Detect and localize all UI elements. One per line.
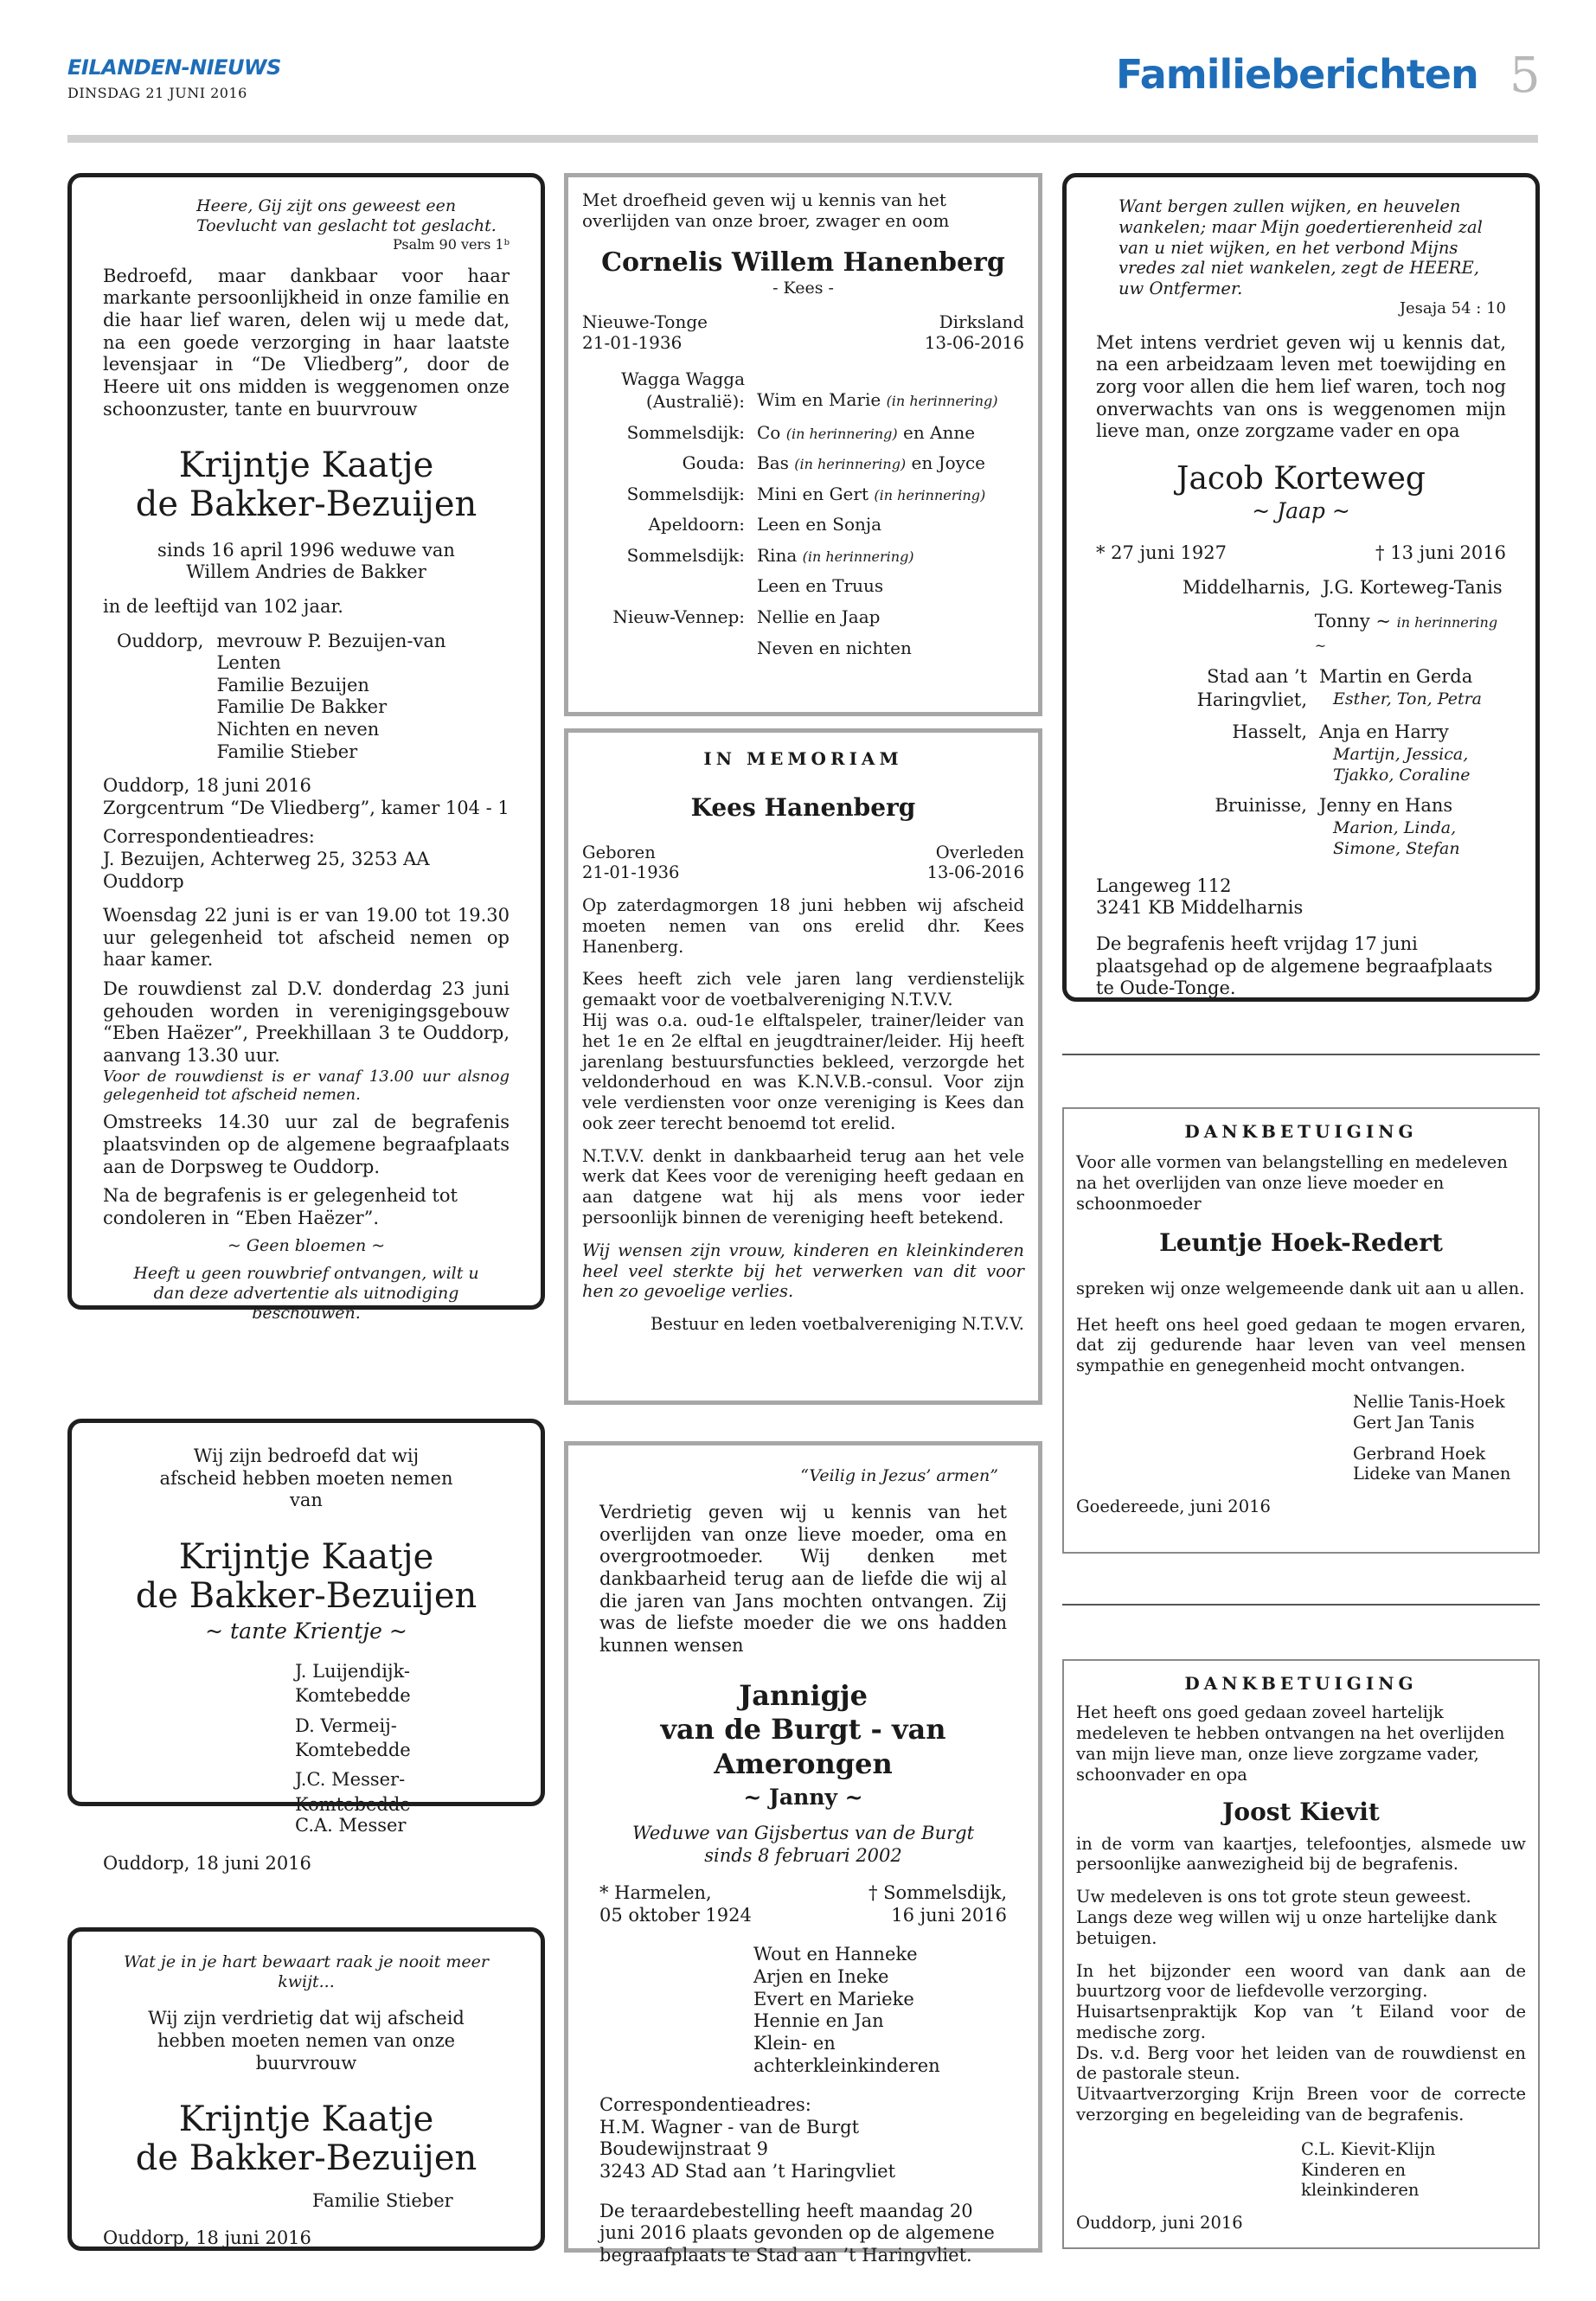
memorial-note: (in herinnering) — [874, 486, 986, 503]
widow-since: sinds 8 februari 2002 — [704, 1844, 902, 1866]
family-list — [103, 631, 510, 764]
invitation-note: Heeft u geen rouwbrief ontvangen, wilt u dan deze advertentie als uitnodiging beschouwen. — [133, 1263, 479, 1323]
died-place: † Sommelsdijk, — [868, 1882, 1007, 1904]
family-member-tail: en Joyce — [911, 452, 985, 474]
family-member: Arjen en Ineke — [753, 1966, 889, 1988]
obituary-jannigje-van-de-burgt — [564, 1441, 1042, 2266]
deceased-name: Joost Kievit — [1222, 1797, 1380, 1826]
nickname: ~ Jaap ~ — [1252, 498, 1350, 524]
family-member-tail: en Anne — [902, 421, 976, 443]
intro-text: Wij zijn verdrietig dat wij afscheid hebben moeten nemen van onze buurvrouw — [148, 2008, 465, 2073]
intro-text: Met droefheid geven wij u kennis van het overlijden van onze broer, zwager en oom — [582, 189, 950, 232]
family-place: Bruinisse, — [1215, 795, 1307, 817]
bible-ref: Jesaja 54 : 10 — [1399, 298, 1506, 317]
bible-quote: Heere, Gij zijt ons geweest een Toevlucht van geslacht tot geslacht. — [196, 196, 497, 236]
service-note: Voor de rouwdienst is er vanaf 13.00 uur alsnog gelegenheid tot afscheid nemen. — [103, 1067, 510, 1105]
family-sign: Familie Stieber — [312, 2189, 453, 2211]
family-member: Tonny ~ — [1314, 611, 1397, 632]
widow-since: sinds 16 april 1996 weduwe van — [157, 539, 455, 561]
family-member: Familie Bezuijen — [216, 674, 369, 695]
family-member: Leen en Truus — [757, 575, 884, 597]
paragraph: Wij wensen zijn vrouw, kinderen en kleinkinderen heel veel sterkte bij het verwerken van dit voor hen zo gevoelige verlies. — [582, 1240, 1024, 1302]
correspondence-line: 3243 AD Stad aan ’t Haringvliet — [599, 2160, 896, 2182]
nickname: ~ tante Krientje ~ — [205, 1618, 407, 1644]
memorial-note: (in herinnering) — [886, 393, 998, 410]
family-member: Hennie en Jan — [753, 2010, 884, 2032]
paragraph: Hij was o.a. oud-1e elftalspeler, trainer/leider van het 1e en 2e elftal en jeugdtrainer/leider. Hij heeft jarenlang bestuursfuncties bekleed, verzorgde het veldonderhoud en was K.N.V.B.-consul. Voor zijn vele verdiensten voor onze vereniging is Kees dan ook zeer terecht benoemd tot erelid. — [582, 1010, 1024, 1133]
nickname: - Kees - — [772, 279, 834, 298]
signer: C.L. Kievit-Klijn — [1301, 2138, 1436, 2159]
family-place: Wagga Wagga (Australië): — [621, 369, 745, 412]
deceased-name-line1: Jannigje — [739, 1679, 868, 1713]
deceased-name-line2: van de Burgt - van Amerongen — [660, 1713, 946, 1780]
died-label: Overleden — [935, 842, 1024, 862]
family-place: Gouda: — [682, 452, 745, 474]
issue-date: DINSDAG 21 JUNI 2016 — [67, 85, 247, 101]
family-member: Mini en Gert — [757, 483, 869, 504]
memorial-note: (in herinnering) — [785, 425, 898, 442]
quote: Wat je in je hart bewaart raak je nooit meer kwijt... — [124, 1952, 489, 1992]
intro-text: Voor alle vormen van belangstelling en medeleven na het overlijden van onze lieve moeder en schoonmoeder — [1076, 1152, 1508, 1214]
family-member: Bas — [757, 452, 789, 474]
family-place: Stad aan ’t Haringvliet, — [1196, 665, 1307, 710]
section-heading: IN MEMORIAM — [703, 748, 903, 769]
age-line: in de leeftijd van 102 jaar. — [103, 595, 343, 617]
section-title: Familieberichten — [1116, 51, 1478, 98]
signer: Gerbrand Hoek — [1353, 1443, 1486, 1464]
correspondence-label: Correspondentieadres: — [599, 2094, 811, 2116]
obituary-buurvrouw — [67, 1927, 545, 2251]
family-place: Sommelsdijk: — [626, 544, 745, 566]
family-member: Familie De Bakker — [216, 696, 388, 718]
in-memoriam-kees-hanenberg — [564, 728, 1042, 1405]
widow-of: Weduwe van Gijsbertus van de Burgt — [631, 1823, 975, 1844]
date-line: Goedereede, juni 2016 — [1076, 1497, 1271, 1517]
intro-text: Met intens verdriet geven wij u kennis dat, na een arbeidzaam leven met toewijding en zorg voor allen die hem lief waren, toch nog onverwachts van ons is weggenomen mijn lieve man, onze zorgzame vader en opa — [1096, 331, 1506, 442]
born-date: * 27 juni 1927 — [1096, 542, 1227, 563]
correspondence-line: H.M. Wagner - van de Burgt — [599, 2116, 860, 2138]
no-flowers: ~ Geen bloemen ~ — [227, 1236, 386, 1256]
life-dates — [599, 1882, 1007, 1926]
deceased-name-line2: de Bakker-Bezuijen — [135, 2138, 478, 2178]
died-date: † 13 juni 2016 — [1375, 542, 1506, 563]
deceased-name-line1: Krijntje Kaatje — [178, 445, 434, 486]
deceased-name: Kees Hanenberg — [690, 793, 916, 823]
family-member: Nellie en Jaap — [757, 606, 881, 628]
family-member: Martin en Gerda — [1319, 665, 1473, 687]
family-member: Co — [757, 421, 781, 443]
memorial-note: (in herinnering) — [794, 456, 907, 473]
paragraph: Uw medeleven is ons tot grote steun geweest. — [1076, 1887, 1471, 1907]
obituary-cornelis-hanenberg — [564, 173, 1042, 716]
divider — [1062, 1054, 1540, 1055]
correspondence-address: J. Bezuijen, Achterweg 25, 3253 AA Ouddorp — [103, 849, 430, 892]
section-heading: DANKBETUIGING — [1184, 1673, 1418, 1694]
family-place: Hasselt, — [1232, 721, 1307, 742]
obituary-de-bakker-main — [67, 173, 545, 1323]
family-member: J.G. Korteweg-Tanis — [1323, 577, 1503, 599]
family-place: Sommelsdijk: — [626, 483, 745, 504]
paragraph: Op zaterdagmorgen 18 juni hebben wij afscheid moeten nemen van ons erelid dhr. Kees Hanenberg. — [582, 895, 1024, 957]
page-number: 5 — [1509, 48, 1541, 104]
family-member: J. Luijendijk-Komtebedde — [295, 1660, 411, 1707]
family-member: Neven en nichten — [757, 637, 912, 658]
family-table — [1096, 576, 1506, 859]
husband-name: Willem Andries de Bakker — [186, 561, 426, 583]
paragraph: Het heeft ons heel goed gedaan te mogen ervaren, dat zij gedurende haar leven van veel mensen sympathie en genegenheid mocht ontvangen. — [1076, 1314, 1526, 1376]
paragraph: Uitvaartverzorging Krijn Breen voor de correcte verzorging en begeleiding van de begrafenis. — [1076, 2084, 1526, 2125]
bible-quote: Want bergen zullen wijken, en heuvelen wankelen; maar Mijn goedertierenheid zal van u niet wijken, en het verbond Mijns vredes zal niet wankelen, zegt de HEERE, uw Ontfermer. — [1118, 196, 1483, 299]
paragraph: Langs deze weg willen wij u onze hartelijke dank betuigen. — [1076, 1907, 1497, 1948]
family-table — [582, 369, 1024, 659]
family-member: Rina — [757, 544, 798, 566]
divider — [1062, 1604, 1540, 1606]
paragraph: N.T.V.V. denkt in dankbaarheid terug aan het vele werk dat Kees voor de vereniging heeft gedaan en aan datgene wat hij als mens voor ieder persoonlijk binnen de vereniging heeft betekend. — [582, 1145, 1024, 1228]
section-heading: DANKBETUIGING — [1184, 1121, 1418, 1142]
deceased-name-line1: Krijntje Kaatje — [178, 2099, 434, 2140]
family-member: Klein- en achterkleinkinderen — [753, 2032, 940, 2076]
deceased-name-line2: de Bakker-Bezuijen — [135, 484, 478, 524]
intro-text: Wij zijn bedroefd dat wij afscheid hebben moeten nemen van — [159, 1445, 453, 1511]
family-member: J.C. Messer-Komtebedde — [295, 1769, 411, 1815]
paragraph: in de vorm van kaartjes, telefoontjes, alsmede uw persoonlijke aanwezigheid bij de begrafenis. — [1076, 1833, 1526, 1875]
family-member: Evert en Marieke — [753, 1988, 914, 2009]
obituary-jacob-korteweg — [1062, 173, 1540, 1002]
intro-text: Bedroefd, maar dankbaar voor haar markante persoonlijkheid in onze familie en die haar lief waren, delen wij u mede dat, na een goede verzorging in haar laatste levensjaar in “De Vliedberg”, door de Heere uit ons midden is weggenomen onze schoonzuster, tante en buurvrouw — [103, 265, 510, 420]
date-line: Ouddorp, 18 juni 2016 — [103, 1853, 311, 1875]
paragraph: spreken wij onze welgemeende dank uit aan u allen. — [1076, 1278, 1525, 1298]
paragraph: Kees heeft zich vele jaren lang verdienstelijk gemaakt voor de voetbalvereniging N.T.V.V. — [582, 969, 1024, 1010]
birth-date: 21-01-1936 — [582, 331, 683, 353]
birth-place: Nieuwe-Tonge — [582, 311, 708, 332]
intro-text: Verdrietig geven wij u kennis van het overlijden van onze lieve moeder, oma en overgrootmoeder. Wij denken met dankbaarheid terug aan de liefde die wij al die jaren van Jans mochten ontvangen. Zij was de liefste moeder die we ons hadden kunnen wensen — [599, 1502, 1007, 1656]
paragraph: Ds. v.d. Berg voor het leiden van de rouwdienst en de pastorale steun. — [1076, 2042, 1526, 2084]
address-line: 3241 KB Middelharnis — [1096, 897, 1304, 919]
life-dates — [582, 311, 1024, 354]
family-place: Ouddorp, — [117, 630, 204, 651]
grandchildren: Martijn, Jessica, Tjakko, Coraline — [1333, 744, 1471, 785]
date-line: Ouddorp, 18 juni 2016 — [103, 2227, 311, 2249]
born-date: 21-01-1936 — [582, 862, 680, 883]
born-date: 05 oktober 1924 — [599, 1904, 752, 1926]
family-member: Nichten en neven — [216, 718, 380, 740]
date-line: Ouddorp, 18 juni 2016 — [103, 775, 311, 797]
signer: Gert Jan Tanis — [1353, 1412, 1475, 1433]
intro-text: Het heeft ons goed gedaan zoveel hartelijk medeleven te hebben ontvangen na het overlijden van mijn lieve man, onze lieve zorgzame vader, schoonvader en opa — [1076, 1702, 1505, 1785]
visit-info: Woensdag 22 juni is er van 19.00 tot 19.30 uur gelegenheid tot afscheid nemen op haar kamer. — [103, 905, 510, 971]
deceased-name-line1: Krijntje Kaatje — [178, 1536, 434, 1577]
family-member: Anja en Harry — [1319, 721, 1449, 742]
life-dates — [1096, 542, 1506, 565]
dankbetuiging-joost-kievit — [1062, 1659, 1540, 2249]
memorial-note: (in herinnering) — [802, 548, 914, 565]
funeral-info: De teraardebestelling heeft maandag 20 juni 2016 plaats gevonden op de algemene begraafplaats te Stad aan ’t Haringvliet. — [599, 2200, 995, 2266]
death-date: 13-06-2016 — [924, 331, 1024, 353]
masthead-logo: EILANDEN-NIEUWS — [67, 55, 281, 80]
bible-ref: Psalm 90 vers 1ᵇ — [393, 236, 510, 253]
grandchildren: Marion, Linda, Simone, Stefan — [1333, 818, 1460, 859]
died-date: 16 juni 2016 — [891, 1904, 1007, 1926]
family-place: Sommelsdijk: — [626, 421, 745, 443]
family-member: Leen en Sonja — [757, 514, 882, 535]
family-member: Wim en Marie — [757, 389, 881, 411]
grandchildren: Esther, Ton, Petra — [1333, 689, 1482, 708]
header-rule — [67, 135, 1538, 143]
signer: Lideke van Manen — [1353, 1464, 1511, 1484]
quote: “Veilig in Jezus’ armen” — [800, 1466, 998, 1485]
deceased-name: Jacob Korteweg — [1176, 460, 1426, 497]
died-date: 13-06-2016 — [926, 862, 1024, 883]
family-member: Wout en Hanneke — [753, 1944, 918, 1965]
family-member: Familie Stieber — [216, 740, 358, 762]
family-member: C.A. Messer — [295, 1814, 407, 1836]
family-member: D. Vermeij-Komtebedde — [295, 1715, 411, 1760]
signature: Bestuur en leden voetbalvereniging N.T.V.V. — [651, 1314, 1024, 1335]
family-place: Nieuw-Vennep: — [612, 606, 745, 628]
paragraph: Huisartsenpraktijk Kop van ’t Eiland voor de medische zorg. — [1076, 2002, 1526, 2042]
born-place: * Harmelen, — [599, 1882, 712, 1904]
correspondence-line: Boudewijnstraat 9 — [599, 2138, 768, 2160]
deceased-name-line2: de Bakker-Bezuijen — [135, 1575, 478, 1616]
born-label: Geboren — [582, 842, 656, 862]
memorial-note: in herinnering ~ — [1314, 614, 1498, 655]
condolence-info: Na de begrafenis is er gelegenheid tot condoleren in “Eben Haëzer”. — [103, 1185, 458, 1228]
correspondence-label: Correspondentieadres: — [103, 826, 315, 848]
burial-info: Omstreeks 14.30 uur zal de begrafenis plaatsvinden op de algemene begraafplaats aan de Dorpsweg te Ouddorp. — [103, 1112, 510, 1177]
dankbetuiging-hoek-redert — [1062, 1107, 1540, 1554]
deceased-name: Leuntje Hoek-Redert — [1159, 1227, 1443, 1257]
death-place: Dirksland — [939, 311, 1024, 332]
obituary-tante-krientje — [67, 1419, 545, 1875]
funeral-info: De begrafenis heeft vrijdag 17 juni plaatsgehad op de algemene begraafplaats te Oude-Tonge. — [1096, 933, 1493, 999]
life-dates — [582, 843, 1024, 884]
care-home: Zorgcentrum “De Vliedberg”, kamer 104 - 1 — [103, 797, 510, 818]
service-info: De rouwdienst zal D.V. donderdag 23 juni gehouden worden in verenigingsgebouw “Eben Haëzer”, Preekhillaan 3 te Ouddorp, aanvang 13.30 uur. — [103, 978, 510, 1066]
family-place: Middelharnis, — [1182, 577, 1311, 599]
family-place: Apeldoorn: — [648, 514, 745, 535]
family-member: mevrouw P. Bezuijen-van Lenten — [216, 630, 446, 674]
signer: Nellie Tanis-Hoek — [1353, 1392, 1505, 1413]
signer: Kinderen en kleinkinderen — [1301, 2159, 1420, 2201]
date-line: Ouddorp, juni 2016 — [1076, 2213, 1243, 2234]
family-member: Jenny en Hans — [1319, 795, 1453, 817]
nickname: ~ Janny ~ — [743, 1784, 863, 1810]
deceased-name: Cornelis Willem Hanenberg — [601, 247, 1005, 278]
paragraph: In het bijzonder een woord van dank aan de buurtzorg voor de liefdevolle verzorging. — [1076, 1960, 1526, 2002]
address-line: Langeweg 112 — [1096, 875, 1232, 896]
